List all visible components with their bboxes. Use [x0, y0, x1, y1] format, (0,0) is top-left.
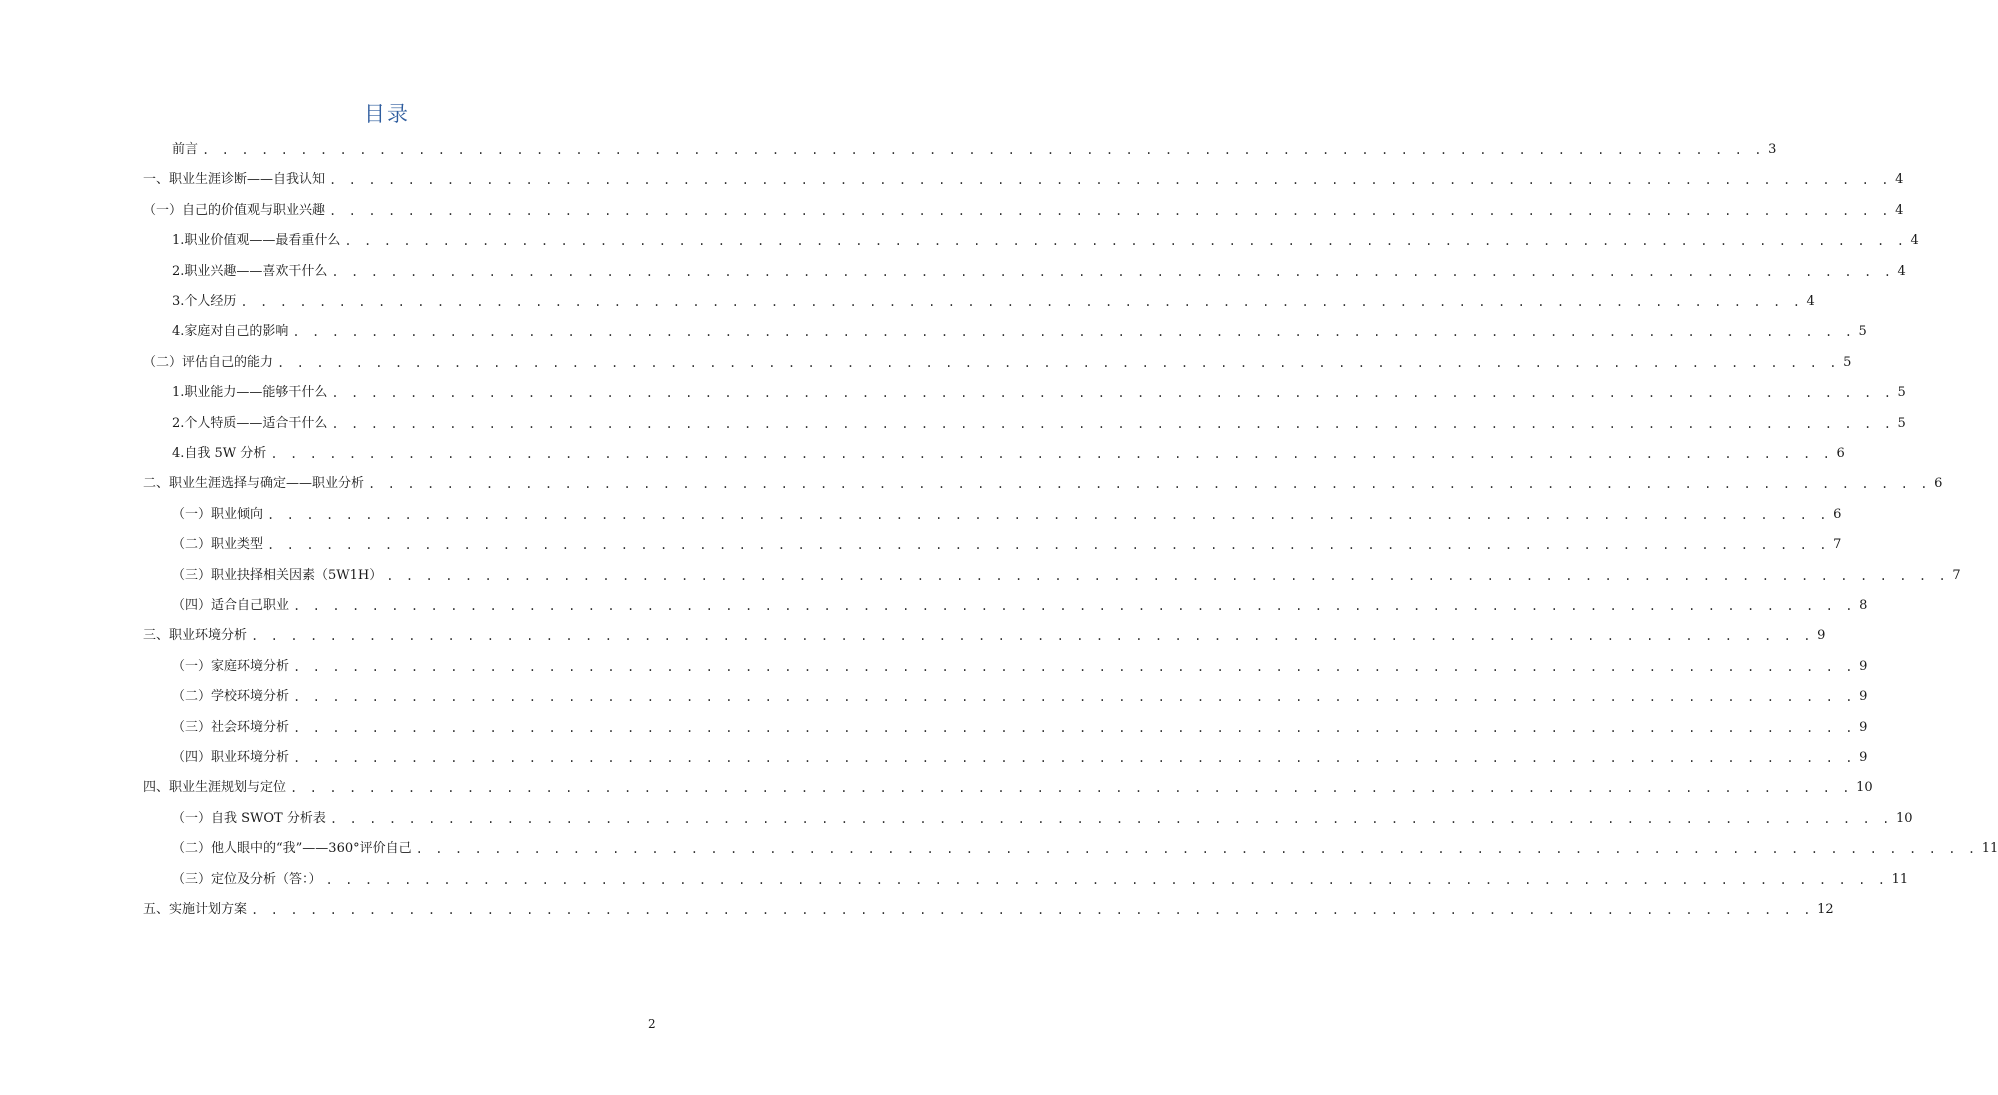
toc-entry[interactable] [172, 596, 1868, 616]
toc-entry[interactable] [172, 870, 1909, 890]
toc-entry-label: 二、职业生涯选择与确定——职业分析 [143, 476, 365, 492]
toc-entry-label: 4.自我 5W 分析 [172, 446, 267, 461]
toc-entry-page: 8 [1859, 598, 1868, 613]
toc-dot-leader: . . . . . . . . . . . . . . . . . . . . . . . . . . . . . . . . . . . . . . . . . . . . . . . . . . . . . . . . . . . . . . . . . . . . . . . . . . . . . . . . [270, 447, 1833, 461]
toc-entry-label: 4.家庭对自己的影响 [172, 324, 289, 340]
toc-entry-label: 1.职业价值观——最看重什么 [172, 233, 341, 249]
toc-dot-leader: . . . . . . . . . . . . . . . . . . . . . . . . . . . . . . . . . . . . . . . . . . . . . . . . . . . . . . . . . . . . . . . . . . . . . . . . . . . . . . . . [292, 325, 1855, 340]
toc-dot-leader: . . . . . . . . . . . . . . . . . . . . . . . . . . . . . . . . . . . . . . . . . . . . . . . . . . . . . . . . . . . . . . . . . . . . . . . . . . . . . . . . [415, 842, 1978, 857]
toc-dot-leader: . . . . . . . . . . . . . . . . . . . . . . . . . . . . . . . . . . . . . . . . . . . . . . . . . . . . . . . . . . . . . . . . . . . . . . . . . . . . . . . . [251, 903, 1814, 917]
toc-entry-page: 11 [1891, 871, 1909, 887]
toc-dot-leader: . . . . . . . . . . . . . . . . . . . . . . . . . . . . . . . . . . . . . . . . . . . . . . . . . . . . . . . . . . . . . . . . . . . . . . . . . . . . . . . . [267, 507, 1830, 522]
toc-dot-leader: . . . . . . . . . . . . . . . . . . . . . . . . . . . . . . . . . . . . . . . . . . . . . . . . . . . . . . . . . . . . . . . . . . . . . . . . . . . . . . . . [368, 477, 1931, 492]
toc-entry[interactable] [143, 626, 1826, 646]
toc-dot-leader: . . . . . . . . . . . . . . . . . . . . . . . . . . . . . . . . . . . . . . . . . . . . . . . . . . . . . . . . . . . . . . . . . . . . . . . . . . . . . . . . [331, 386, 1894, 401]
toc-entry-label: 3.个人经历 [172, 294, 237, 309]
toc-entry-page: 5 [1897, 415, 1906, 431]
toc-entry-page: 9 [1859, 658, 1868, 674]
toc-dot-leader: . . . . . . . . . . . . . . . . . . . . . . . . . . . . . . . . . . . . . . . . . . . . . . . . . . . . . . . . . . . . . . . . . . . . . . . . . . . . . . . . [290, 781, 1853, 796]
toc-entry-label: 一、职业生涯诊断——自我认知 [143, 172, 326, 188]
toc-dot-leader: . . . . . . . . . . . . . . . . . . . . . . . . . . . . . . . . . . . . . . . . . . . . . . . . . . . . . . . . . . . . . . . . . . . . . . . . . . . . . . . . [331, 264, 1894, 279]
toc-entry[interactable] [172, 231, 1919, 251]
toc-dot-leader: . . . . . . . . . . . . . . . . . . . . . . . . . . . . . . . . . . . . . . . . . . . . . . . . . . . . . . . . . . . . . . . . . . . . . . . . . . . . . . . . [344, 234, 1907, 249]
toc-entry[interactable] [143, 778, 1873, 798]
toc-entry[interactable] [172, 535, 1842, 555]
toc-dot-leader: . . . . . . . . . . . . . . . . . . . . . . . . . . . . . . . . . . . . . . . . . . . . . . . . . . . . . . . . . . . . . . . . . . . . . . . . . . . . . . . . [277, 355, 1840, 370]
toc-entry-label: （一）家庭环境分析 [172, 658, 290, 674]
toc-entry-label: （四）适合自己职业 [172, 598, 290, 613]
toc-entry-page: 12 [1817, 902, 1834, 917]
toc-entry-label: （二）职业类型 [172, 537, 264, 553]
toc-entry-label: （三）职业抉择相关因素（5W1H） [172, 567, 383, 583]
page-number: 2 [648, 1017, 656, 1031]
toc-entry-label: 三、职业环境分析 [143, 628, 248, 644]
toc-entry-page: 10 [1856, 780, 1873, 796]
toc-entry-page: 5 [1897, 385, 1906, 401]
toc-entry-label: （三）社会环境分析 [172, 719, 290, 735]
toc-entry-label: （一）自己的价值观与职业兴趣 [143, 202, 326, 218]
toc-entry[interactable] [172, 140, 1777, 160]
toc-entry-page: 5 [1843, 354, 1852, 370]
toc-entry-page: 7 [1833, 537, 1842, 553]
toc-entry-page: 9 [1859, 719, 1868, 735]
toc-entry-label: 2.个人特质——适合干什么 [172, 415, 328, 431]
toc-entry[interactable] [172, 809, 1913, 829]
toc-dot-leader: . . . . . . . . . . . . . . . . . . . . . . . . . . . . . . . . . . . . . . . . . . . . . . . . . . . . . . . . . . . . . . . . . . . . . . . . . . . . . . . . [329, 811, 1892, 826]
toc-entry-label: （三）定位及分析（答：） [172, 871, 322, 887]
toc-dot-leader: . . . . . . . . . . . . . . . . . . . . . . . . . . . . . . . . . . . . . . . . . . . . . . . . . . . . . . . . . . . . . . . . . . . . . . . . . . . . . . . . [293, 599, 1856, 613]
toc-entry[interactable] [143, 474, 1943, 494]
toc-entry[interactable] [172, 566, 1961, 586]
toc-entry-label: 四、职业生涯规划与定位 [143, 780, 287, 796]
toc-entry-page: 10 [1896, 810, 1913, 826]
toc-entry-page: 9 [1859, 689, 1868, 705]
toc-entry[interactable] [143, 201, 1904, 221]
toc-entry-label: （二）他人眼中的“我”——360°评价自己 [172, 841, 412, 857]
toc-entry-page: 9 [1817, 628, 1826, 644]
toc-dot-leader: . . . . . . . . . . . . . . . . . . . . . . . . . . . . . . . . . . . . . . . . . . . . . . . . . . . . . . . . . . . . . . . . . . . . . . . . . . . . . . . . [202, 143, 1765, 157]
toc-entry-page: 3 [1768, 142, 1777, 157]
toc-entry[interactable] [172, 839, 1998, 859]
toc-entry-label: （一）职业倾向 [172, 506, 264, 522]
toc-entry-label: （一）自我 SWOT 分析表 [172, 810, 326, 826]
toc-dot-leader: . . . . . . . . . . . . . . . . . . . . . . . . . . . . . . . . . . . . . . . . . . . . . . . . . . . . . . . . . . . . . . . . . . . . . . . . . . . . . . . . [240, 295, 1803, 309]
toc-entry[interactable] [172, 322, 1867, 342]
toc-entry-label: （四）职业环境分析 [172, 750, 290, 765]
toc-entry-label: 五、实施计划方案 [143, 902, 248, 917]
toc-entry-page: 4 [1895, 202, 1904, 218]
toc-entry[interactable] [143, 170, 1904, 190]
toc-dot-leader: . . . . . . . . . . . . . . . . . . . . . . . . . . . . . . . . . . . . . . . . . . . . . . . . . . . . . . . . . . . . . . . . . . . . . . . . . . . . . . . . [293, 659, 1856, 674]
toc-entry-label: （二）学校环境分析 [172, 689, 290, 705]
toc-dot-leader: . . . . . . . . . . . . . . . . . . . . . . . . . . . . . . . . . . . . . . . . . . . . . . . . . . . . . . . . . . . . . . . . . . . . . . . . . . . . . . . . [293, 751, 1856, 765]
toc-entry-page: 6 [1836, 446, 1845, 461]
toc-entry[interactable] [172, 262, 1906, 282]
toc-entry-page: 6 [1833, 506, 1842, 522]
toc-entry[interactable] [172, 748, 1868, 768]
toc-entry[interactable] [172, 657, 1868, 677]
toc-entry-label: （二）评估自己的能力 [143, 354, 274, 370]
toc-dot-leader: . . . . . . . . . . . . . . . . . . . . . . . . . . . . . . . . . . . . . . . . . . . . . . . . . . . . . . . . . . . . . . . . . . . . . . . . . . . . . . . . [325, 872, 1888, 887]
toc-entry[interactable] [172, 444, 1845, 464]
toc-entry-page: 4 [1895, 172, 1904, 188]
toc-dot-leader: . . . . . . . . . . . . . . . . . . . . . . . . . . . . . . . . . . . . . . . . . . . . . . . . . . . . . . . . . . . . . . . . . . . . . . . . . . . . . . . . [267, 538, 1830, 553]
toc-dot-leader: . . . . . . . . . . . . . . . . . . . . . . . . . . . . . . . . . . . . . . . . . . . . . . . . . . . . . . . . . . . . . . . . . . . . . . . . . . . . . . . . [251, 629, 1814, 644]
toc-entry[interactable] [143, 900, 1834, 920]
toc-entry-page: 4 [1910, 233, 1919, 249]
toc-entry-page: 7 [1952, 567, 1961, 583]
toc-entry-page: 9 [1859, 750, 1868, 765]
toc-entry[interactable] [172, 414, 1906, 434]
toc-dot-leader: . . . . . . . . . . . . . . . . . . . . . . . . . . . . . . . . . . . . . . . . . . . . . . . . . . . . . . . . . . . . . . . . . . . . . . . . . . . . . . . . [331, 416, 1894, 431]
toc-dot-leader: . . . . . . . . . . . . . . . . . . . . . . . . . . . . . . . . . . . . . . . . . . . . . . . . . . . . . . . . . . . . . . . . . . . . . . . . . . . . . . . . [293, 690, 1856, 705]
toc-dot-leader: . . . . . . . . . . . . . . . . . . . . . . . . . . . . . . . . . . . . . . . . . . . . . . . . . . . . . . . . . . . . . . . . . . . . . . . . . . . . . . . . [386, 568, 1949, 583]
toc-entry-page: 4 [1897, 263, 1906, 279]
toc-dot-leader: . . . . . . . . . . . . . . . . . . . . . . . . . . . . . . . . . . . . . . . . . . . . . . . . . . . . . . . . . . . . . . . . . . . . . . . . . . . . . . . . [329, 173, 1892, 188]
toc-entry[interactable] [143, 353, 1852, 373]
toc-entry-page: 5 [1858, 324, 1867, 340]
toc-entry-page: 11 [1981, 841, 1998, 857]
toc-entry[interactable] [172, 687, 1868, 707]
toc-entry-label: 1.职业能力——能够干什么 [172, 385, 328, 401]
toc-entry-page: 4 [1806, 294, 1815, 309]
toc-entry[interactable] [172, 718, 1868, 738]
toc-title: 目录 [364, 102, 410, 126]
toc-dot-leader: . . . . . . . . . . . . . . . . . . . . . . . . . . . . . . . . . . . . . . . . . . . . . . . . . . . . . . . . . . . . . . . . . . . . . . . . . . . . . . . . [293, 720, 1856, 735]
toc-dot-leader: . . . . . . . . . . . . . . . . . . . . . . . . . . . . . . . . . . . . . . . . . . . . . . . . . . . . . . . . . . . . . . . . . . . . . . . . . . . . . . . . [329, 203, 1892, 218]
toc-entry-page: 6 [1934, 476, 1943, 492]
toc-entry-label: 前言 [172, 142, 199, 157]
toc-entry[interactable] [172, 383, 1906, 403]
toc-entry[interactable] [172, 505, 1842, 525]
toc-entry[interactable] [172, 292, 1815, 312]
toc-entry-label: 2.职业兴趣——喜欢干什么 [172, 263, 328, 279]
